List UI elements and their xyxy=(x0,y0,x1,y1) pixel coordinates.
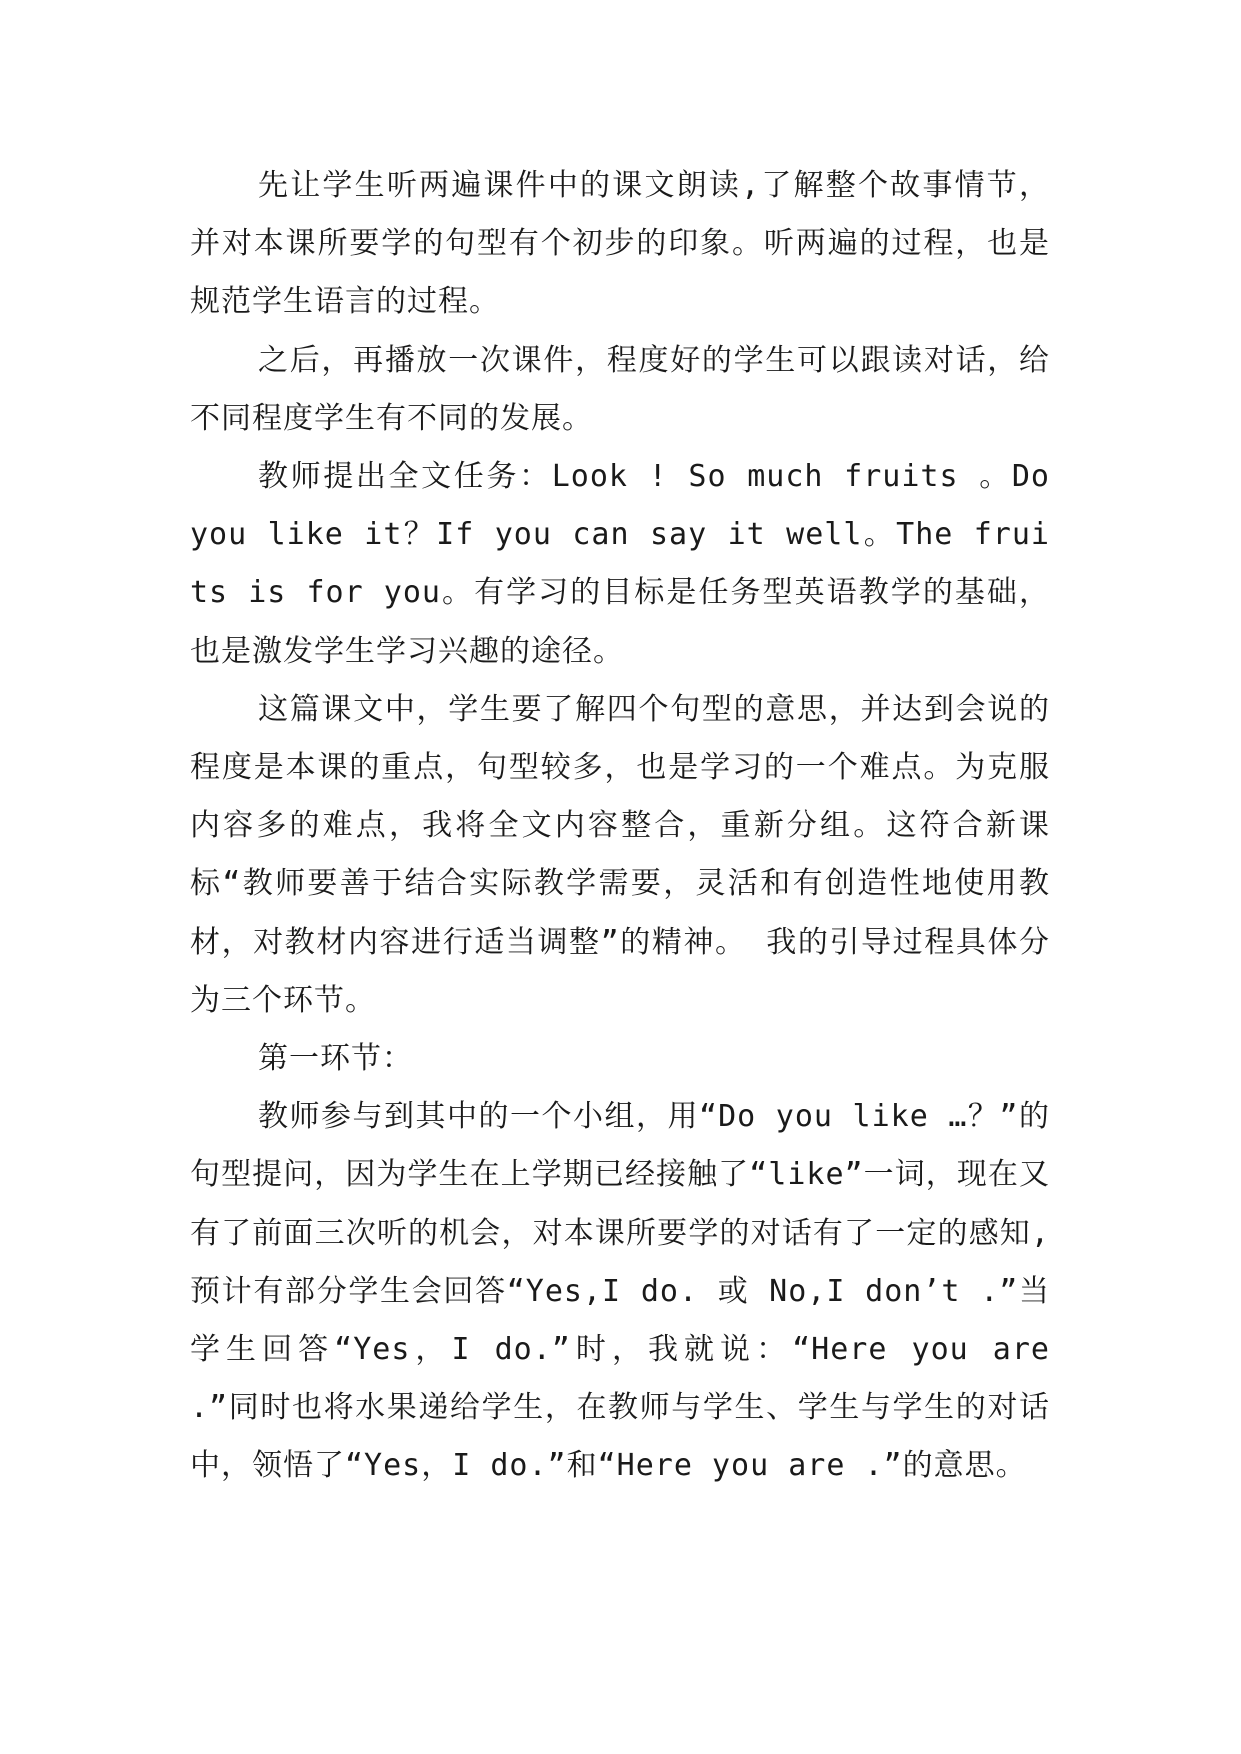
document-body xyxy=(190,157,1070,1496)
paragraph-replay: 之后，再播放一次课件，程度好的学生可以跟读对话，给不同程度学生有不同的发展。 xyxy=(190,342,1050,436)
paragraph-task: 教师提出全文任务：Look ! So much fruits 。Do you like it？If you can say it well。The fruits is for you。有学习的目标是任务型英语教学的基础，也是激发学生学习兴趣的途径。 xyxy=(190,459,1070,669)
paragraph-key-points: 这篇课文中，学生要了解四个句型的意思，并达到会说的程度是本课的重点，句型较多，也是学习的一个难点。为克服内容多的难点，我将全文内容整合，重新分组。这符合新课标“教师要善于结合实际教学需要，灵活和有创造性地使用教材，对教材内容进行适当调整”的精神。 我的引导过程具体分为三个环节。 xyxy=(190,691,1050,1018)
section-heading-step-one: 第一环节： xyxy=(258,1041,413,1077)
paragraph-step-one: 教师参与到其中的一个小组，用“Do you like …？”的句型提问，因为学生在上学期已经接触了“like”一词，现在又有了前面三次听的机会，对本课所要学的对话有了一定的感知,预计有部分学生会回答“Yes,I do. 或 No,I don’t .”当学生回答“Yes，I do.”时，我就说：“Here you are .”同时也将水果递给学生，在教师与学生、学生与学生的对话中，领悟了“Yes，I do.”和“Here you are .”的意思。 xyxy=(190,1099,1070,1484)
paragraph-listening: 先让学生听两遍课件中的课文朗读,了解整个故事情节，并对本课所要学的句型有个初步的印象。听两遍的过程，也是规范学生语言的过程。 xyxy=(190,168,1050,320)
